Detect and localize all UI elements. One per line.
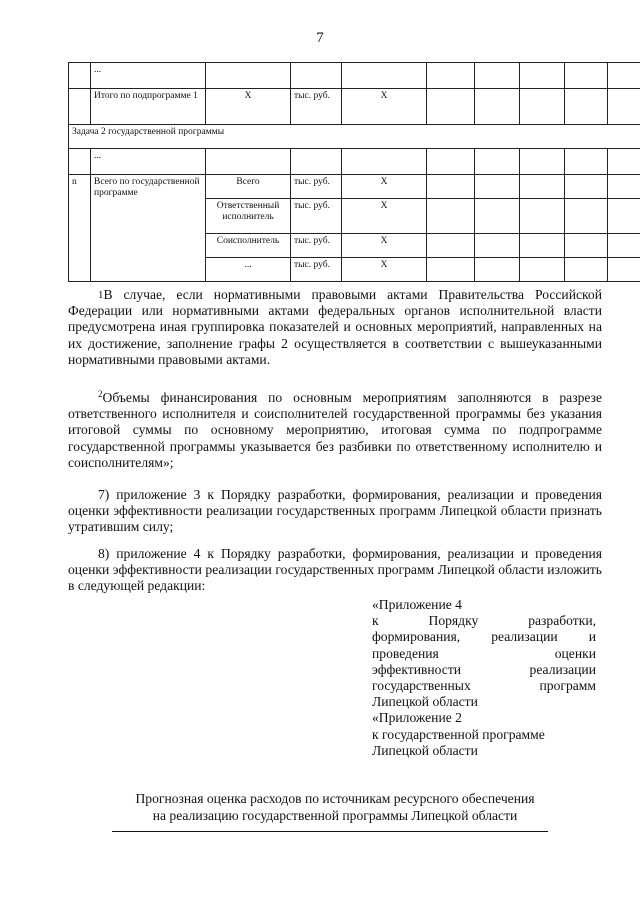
footnote-1-marker: 1 (98, 289, 104, 301)
row-responsible: ... (206, 258, 291, 282)
row-total: X (342, 175, 427, 199)
footnote-2 (68, 390, 602, 471)
row-name: ... (91, 149, 206, 175)
appendix-line: Липецкой области (372, 742, 478, 758)
table-row (69, 63, 640, 89)
footnote-2-marker: 2 (98, 389, 103, 399)
row-unit: тыс. руб. (291, 258, 342, 282)
appendix-line: формирования, реализации и (372, 629, 596, 645)
row-name: Всего по государственной программе (91, 175, 206, 282)
item-8: 8) приложение 4 к Порядку разработки, формирования, реализации и проведения оценки эффективности реализации государственных программ Липецкой области изложить в следующей редакции: (68, 546, 602, 594)
blank-rule (112, 831, 548, 832)
row-unit: тыс. руб. (291, 175, 342, 199)
document-title (68, 790, 602, 824)
title-line-1: Прогнозная оценка расходов по источникам ресурсного обеспечения (135, 791, 535, 806)
task-title: Задача 2 государственной программы (69, 125, 640, 149)
title-line-2: на реализацию государственной программы Липецкой области (152, 808, 518, 823)
table-row (69, 149, 640, 175)
row-unit: тыс. руб. (291, 234, 342, 258)
row-name: Итого по подпрограмме 1 (91, 89, 206, 125)
row-total: X (342, 89, 427, 125)
appendix-line: к государственной программе (372, 726, 545, 742)
row-name: ... (91, 63, 206, 89)
table-row (69, 89, 640, 125)
row-total: X (342, 234, 427, 258)
appendix-line: «Приложение 2 (372, 710, 462, 726)
page-number: 7 (316, 30, 324, 46)
appendix-line: «Приложение 4 (372, 597, 462, 612)
row-unit: тыс. руб. (291, 199, 342, 234)
appendix-header (372, 597, 596, 759)
row-responsible: Соисполнитель (206, 234, 291, 258)
row-responsible: Всего (206, 175, 291, 199)
appendix-line: к Порядку разработки, (372, 613, 596, 629)
appendix-line: проведения оценки (372, 645, 596, 661)
row-total: X (342, 199, 427, 234)
financing-table (68, 62, 640, 282)
appendix-line: эффективности реализации (372, 661, 596, 677)
footnote-1 (68, 287, 602, 368)
footnote-1-text: В случае, если нормативными правовыми актами Правительства Российской Федерации или нормативными актами федеральных органов исполнительной власти предусмотрена иная группировка показателей и основных мероприятий, направленных на их достижение, заполнение графы 2 осуществляется в соответствии с вышеуказанными нормативными правовыми актами. (68, 287, 602, 367)
item-7: 7) приложение 3 к Порядку разработки, формирования, реализации и проведения оценки эффективности реализации государственных программ Липецкой области признать утратившим силу; (68, 487, 602, 535)
row-total: X (342, 258, 427, 282)
appendix-line: государственных программ (372, 678, 596, 694)
table-row-task (69, 125, 640, 149)
footnote-2-text: Объемы финансирования по основным мероприятиям заполняются в разрезе ответственного исполнителя и соисполнителей государственной программы без указания итоговой суммы по основному мероприятию, итоговая сумма по подпрограмме государственной программы указывается без разбивки по ответственному исполнителю и соисполнителям»; (68, 390, 602, 470)
row-responsible: X (206, 89, 291, 125)
row-unit: тыс. руб. (291, 89, 342, 125)
row-responsible: Ответственный исполнитель (206, 199, 291, 234)
table-row (69, 175, 640, 199)
appendix-line: Липецкой области (372, 694, 478, 710)
row-number: n (69, 175, 91, 282)
